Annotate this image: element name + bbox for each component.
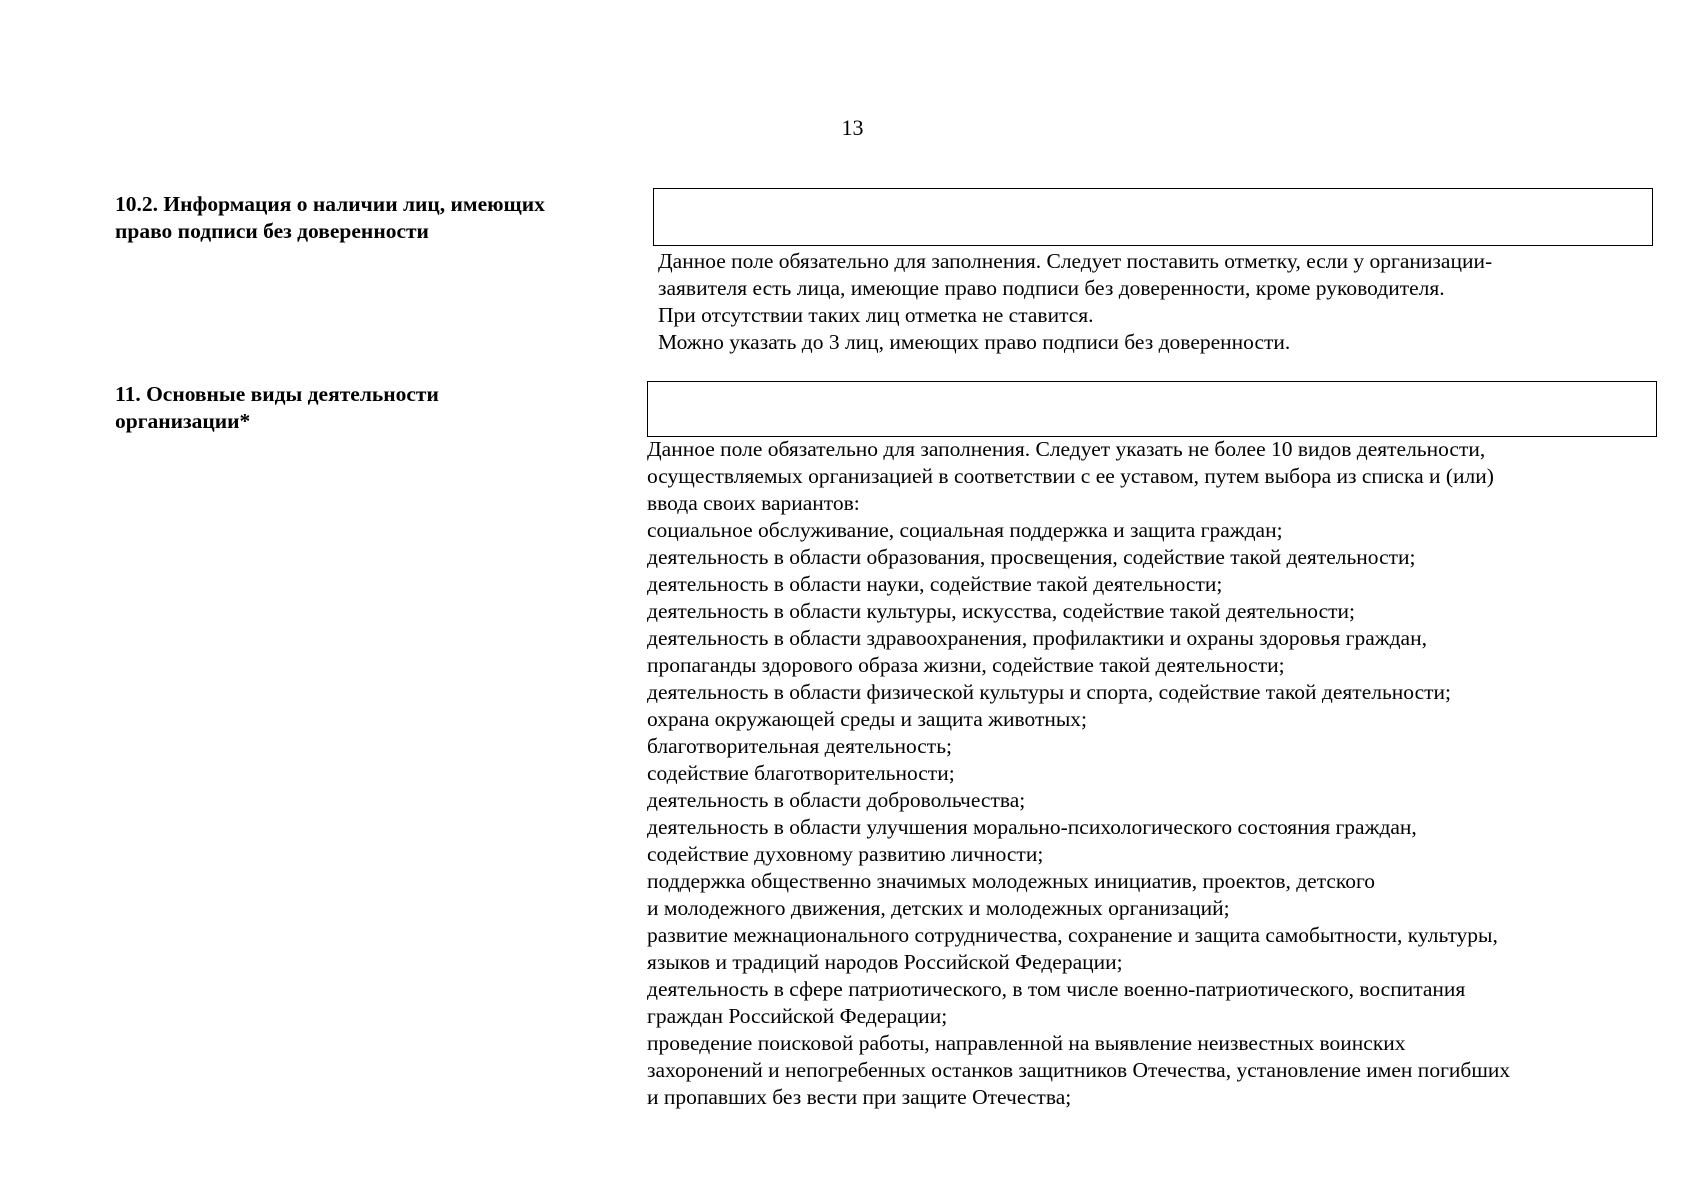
page-number: 13 xyxy=(841,115,864,140)
hint-line: деятельность в области добровольчества; xyxy=(647,788,1026,812)
hint-line: пропаганды здорового образа жизни, содействие такой деятельности; xyxy=(647,653,1285,677)
hint-line: захоронений и непогребенных останков защитников Отечества, установление имен погибших xyxy=(647,1058,1511,1082)
hint-line: ввода своих вариантов: xyxy=(647,491,860,515)
hint-line: Данное поле обязательно для заполнения. Следует поставить отметку, если у организации- xyxy=(658,249,1493,273)
activities-label-line: 11. Основные виды деятельности xyxy=(115,382,439,406)
activities-label xyxy=(115,381,615,435)
activities-label-line: организации* xyxy=(115,409,251,433)
signatories-label-line: право подписи без доверенности xyxy=(115,219,429,243)
hint-line: языков и традиций народов Российской Федерации; xyxy=(647,950,1123,974)
hint-line: заявителя есть лица, имеющие право подписи без доверенности, кроме руководителя. xyxy=(658,276,1445,300)
hint-line: благотворительная деятельность; xyxy=(647,734,952,758)
hint-line: деятельность в области науки, содействие такой деятельности; xyxy=(647,572,1223,596)
hint-line: охрана окружающей среды и защита животных; xyxy=(647,707,1088,731)
hint-line: и молодежного движения, детских и молодежных организаций; xyxy=(647,896,1230,920)
hint-line: содействие благотворительности; xyxy=(647,761,955,785)
signatories-label-line: 10.2. Информация о наличии лиц, имеющих xyxy=(115,192,545,216)
hint-line: поддержка общественно значимых молодежных инициатив, проектов, детского xyxy=(647,869,1376,893)
hint-line: Можно указать до 3 лиц, имеющих право подписи без доверенности. xyxy=(658,330,1291,354)
activities-field[interactable] xyxy=(647,381,1657,437)
signatories-label xyxy=(115,191,615,245)
signatories-field[interactable] xyxy=(653,188,1653,246)
hint-line: деятельность в области здравоохранения, профилактики и охраны здоровья граждан, xyxy=(647,626,1427,650)
hint-line: и пропавших без вести при защите Отечества; xyxy=(647,1085,1072,1109)
hint-line: деятельность в области улучшения морально-психологического состояния граждан, xyxy=(647,815,1417,839)
hint-line: деятельность в сфере патриотического, в том числе военно-патриотического, воспитания xyxy=(647,977,1466,1001)
hint-line: деятельность в области образования, просвещения, содействие такой деятельности; xyxy=(647,545,1416,569)
hint-line: проведение поисковой работы, направленной на выявление неизвестных воинских xyxy=(647,1031,1406,1055)
hint-line: деятельность в области физической культуры и спорта, содействие такой деятельности; xyxy=(647,680,1451,704)
hint-line: деятельность в области культуры, искусства, содействие такой деятельности; xyxy=(647,599,1355,623)
activities-hint xyxy=(647,436,1510,1111)
hint-line: содействие духовному развитию личности; xyxy=(647,842,1044,866)
hint-line: осуществляемых организацией в соответствии с ее уставом, путем выбора из списка и (или) xyxy=(647,464,1494,488)
hint-line: развитие межнационального сотрудничества, сохранение и защита самобытности, культуры, xyxy=(647,923,1498,947)
signatories-hint xyxy=(658,248,1492,356)
hint-line: граждан Российской Федерации; xyxy=(647,1004,948,1028)
hint-line: Данное поле обязательно для заполнения. Следует указать не более 10 видов деятельности, xyxy=(647,437,1486,461)
hint-line: социальное обслуживание, социальная поддержка и защита граждан; xyxy=(647,518,1283,542)
hint-line: При отсутствии таких лиц отметка не ставится. xyxy=(658,303,1094,327)
